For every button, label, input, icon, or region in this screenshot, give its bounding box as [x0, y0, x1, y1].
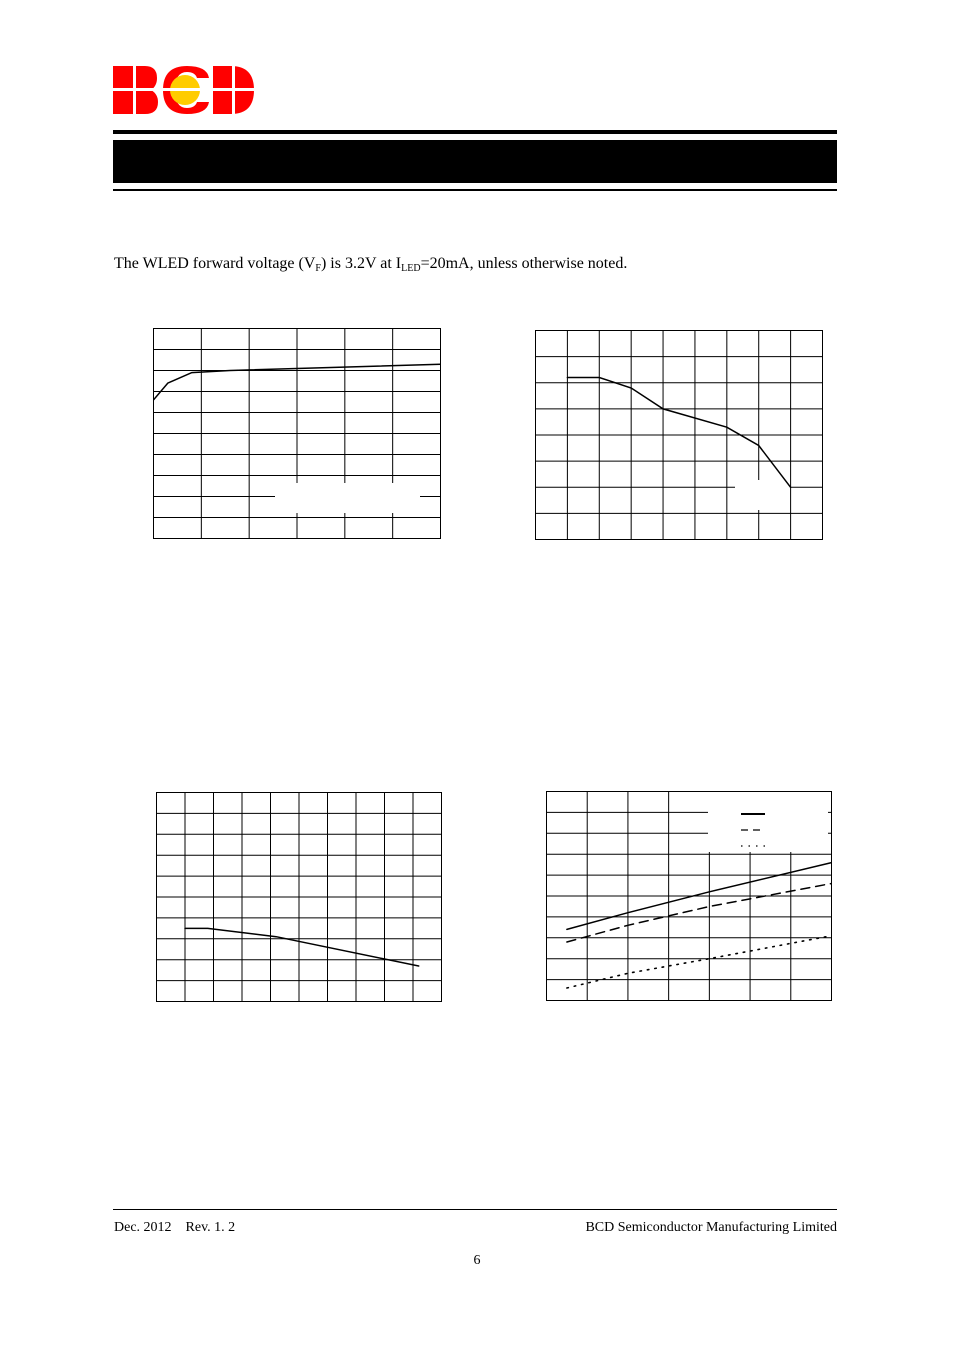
title-bar	[113, 140, 837, 183]
chart-4	[546, 791, 832, 1001]
intro-text: The WLED forward voltage $(V_F)$ is 3.2V at $I_{LED}=20mA$, unless otherwise noted.	[114, 255, 628, 274]
series-line-dotted	[567, 936, 832, 988]
series-line-solid	[567, 378, 790, 488]
bcd-logo	[113, 64, 255, 116]
series-line-dashed	[567, 884, 832, 943]
header-rule-thin	[113, 189, 837, 191]
chart-3	[156, 792, 442, 1002]
chart-1	[153, 328, 441, 539]
footer-date-revision: Dec. 2012 Rev. 1. 2	[114, 1220, 236, 1235]
series-line-solid	[185, 928, 419, 966]
page-number: 6	[473, 1253, 481, 1268]
footer-company: BCD Semiconductor Manufacturing Limited	[585, 1220, 837, 1235]
blank-area	[735, 480, 790, 510]
blank-area	[275, 483, 420, 513]
grid	[157, 793, 442, 1002]
chart-2	[535, 330, 823, 540]
header-rule	[113, 130, 837, 134]
footer-rule	[113, 1209, 837, 1210]
blank-area	[708, 792, 828, 852]
